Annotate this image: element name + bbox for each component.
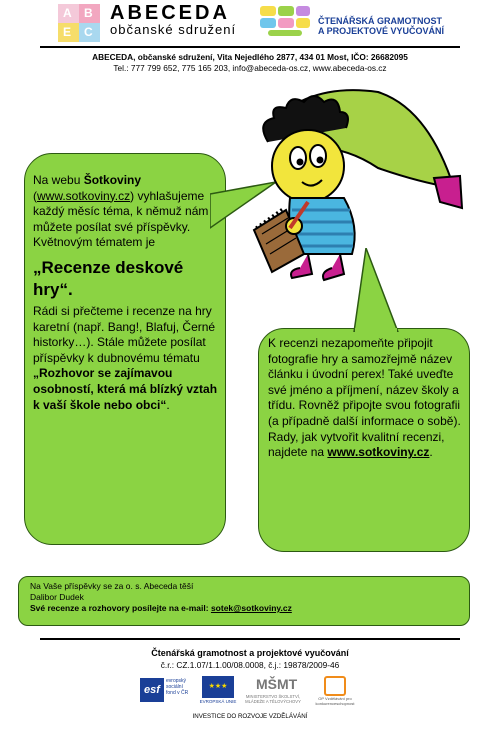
logo-letter: B (84, 6, 93, 20)
logo-letter: A (63, 6, 72, 20)
text: K recenzi nezapomeňte připojit fotografie hry a samozřejmě název článku i úvodní perex! Také uveďte své jméno a příjmení, název školy a třídu. Rovněž připojte svou fotografii (a případně další informace o sobě). Rady, jak vytvořit kvalitní recenzi, najdete na (268, 336, 461, 460)
logo-text-line1: ČTENÁŘSKÁ GRAMOTNOST (318, 16, 442, 26)
text: Na webu (33, 173, 84, 187)
sotkoviny-link[interactable]: www.sotkoviny.cz (37, 188, 131, 203)
eu-logo: ★★★ EVROPSKÁ UNIE (198, 676, 238, 706)
text: . (166, 397, 170, 412)
org-contact: Tel.: 777 799 652, 775 165 203, info@abeceda-os.cz, www.abeceda-os.cz (113, 63, 387, 73)
project-registration: č.r.: CZ.1.07/1.1.00/08.0008, č.j.: 19878/2009-46 (160, 660, 340, 670)
logo-tile-e (58, 23, 79, 42)
text: ( (33, 188, 37, 203)
contact-line1: Na Vaše příspěvky se za o. s. Abeceda těší (30, 581, 194, 591)
reading-project-logo-text (318, 16, 444, 36)
org-address: ABECEDA, občanské sdružení, Vita Nejedlého 2877, 434 01 Most, IČO: 26682095 (92, 52, 408, 62)
abeceda-title: ABECEDA (110, 2, 230, 24)
footer-rule (40, 638, 460, 640)
investment-slogan: INVESTICE DO ROZVOJE VZDĚLÁVÁNÍ (192, 713, 308, 720)
elf-mascot-illustration (228, 78, 468, 288)
topic-heading: „Recenze deskové hry“. (33, 257, 184, 299)
logo-letter: E (63, 25, 72, 39)
abeceda-logo (58, 4, 100, 42)
contact-instruction: Své recenze a rozhovory posílejte na e-mail: (30, 603, 211, 613)
abeceda-subtitle: občanské sdružení (110, 22, 237, 37)
logo-letter: C (84, 25, 93, 39)
text: ) vyhlašujeme každý měsíc téma, k němuž nám můžete posílat své příspěvky. Květnovým tématem je (33, 188, 209, 250)
bubble-right-text (268, 336, 464, 461)
sotkoviny-link-bold[interactable]: www.sotkoviny.cz (327, 445, 430, 460)
site-name: Šotkoviny (83, 173, 142, 187)
april-topic: „Rozhovor se zajímavou osobností, která má blízký vztah k vaší škole nebo obci“ (33, 366, 218, 412)
text: Rádi si přečteme i recenze na hry karetní (např. Bang!, Blafuj, Černé historky…). Stále můžete posílat příspěvky k dubnovému tématu (33, 303, 216, 365)
msmt-logo: MŠMT MINISTERSTVO ŠKOLSTVÍ, MLÁDEŽE A TĚLOVÝCHOVY (245, 676, 301, 704)
contact-signature: Dalibor Dudek (30, 592, 84, 602)
bubble-left-text (33, 173, 223, 413)
header-rule (40, 46, 460, 48)
op-vk-logo: OP Vzdělávání pro konkurenceschopnost (310, 676, 360, 706)
project-title: Čtenářská gramotnost a projektové vyučování (151, 648, 349, 658)
logo-tile-c (79, 23, 100, 42)
text: . (429, 445, 433, 460)
contact-box-text (30, 581, 292, 614)
sponsor-logos (140, 676, 360, 708)
logo-text-line2: A PROJEKTOVÉ VYUČOVÁNÍ (318, 26, 445, 36)
logo-tile-b (79, 4, 100, 23)
reading-project-logo (258, 4, 312, 38)
esf-logo: esf evropský sociální fond v ČR (140, 676, 192, 706)
email-link[interactable]: sotek@sotkoviny.cz (210, 603, 292, 613)
logo-tile-a (58, 4, 79, 23)
